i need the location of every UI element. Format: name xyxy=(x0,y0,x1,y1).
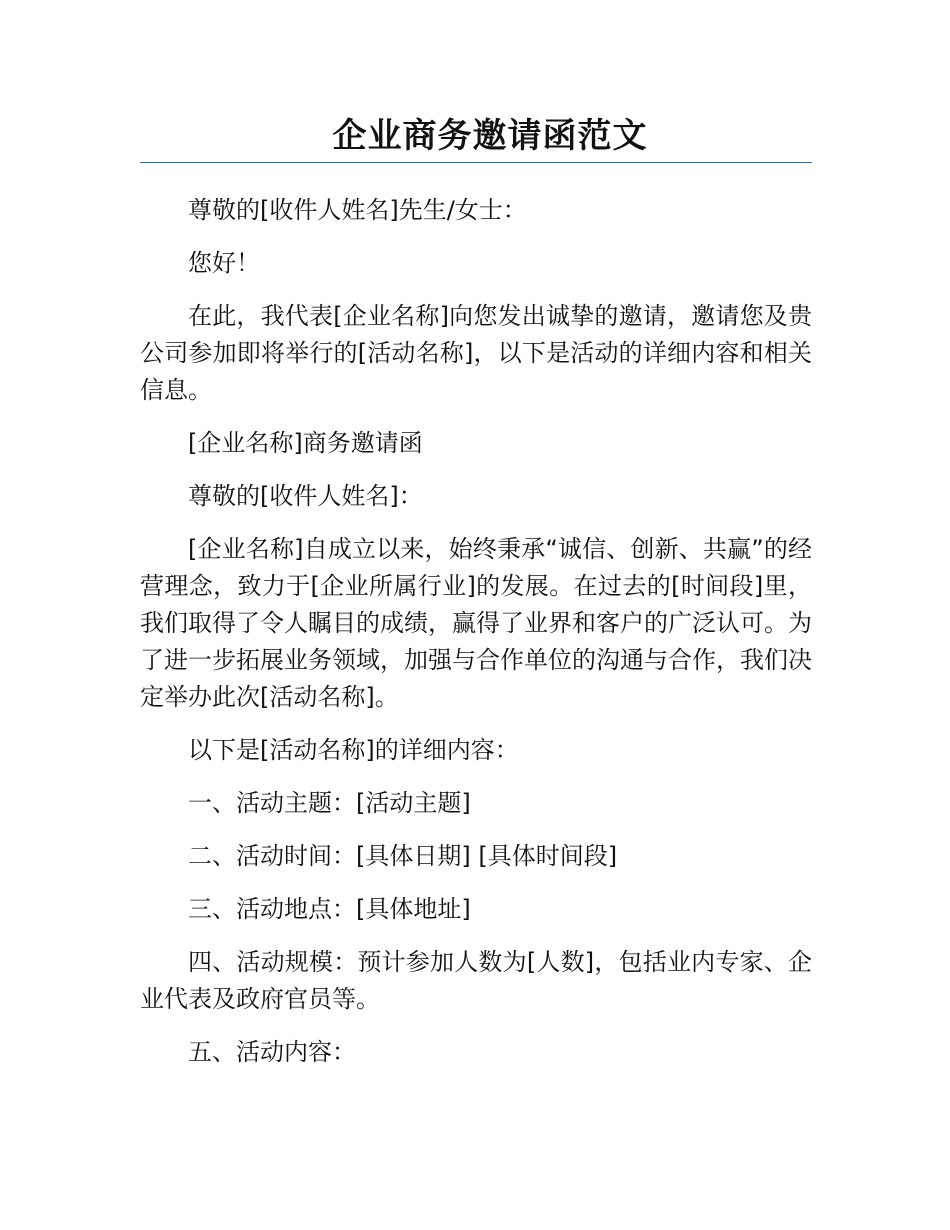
list-item-location: 三、活动地点：[具体地址] xyxy=(188,895,471,923)
document-body xyxy=(140,192,812,1071)
list-item-scale: 四、活动规模：预计参加人数为[人数]，包括业内专家、企业代表及政府官员等。 xyxy=(140,948,812,1013)
list-item-content: 五、活动内容： xyxy=(188,1038,356,1066)
letter-heading: [企业名称]商务邀请函 xyxy=(188,429,423,457)
details-intro: 以下是[活动名称]的详细内容： xyxy=(188,736,519,764)
list-item-time: 二、活动时间：[具体日期] [具体时间段] xyxy=(188,842,618,870)
document-title: 企业商务邀请函范文 xyxy=(332,116,648,156)
list-item-theme: 一、活动主题：[活动主题] xyxy=(188,789,471,817)
salutation: 尊敬的[收件人姓名]先生/女士： xyxy=(188,196,527,224)
document-page xyxy=(140,112,812,1087)
letter-salutation: 尊敬的[收件人姓名]： xyxy=(188,482,423,510)
company-paragraph: [企业名称]自成立以来，始终秉承“诚信、创新、共赢”的经营理念，致力于[企业所属行业]的发展。在过去的[时间段]里，我们取得了令人瞩目的成绩，赢得了业界和客户的广泛认可。为了进一步拓展业务领域，加强与合作单位的沟通与合作，我们决定举办此次[活动名称]。 xyxy=(140,535,812,711)
intro-paragraph: 在此，我代表[企业名称]向您发出诚挚的邀请，邀请您及贵公司参加即将举行的[活动名称]，以下是活动的详细内容和相关信息。 xyxy=(140,302,812,404)
greeting: 您好！ xyxy=(188,249,260,277)
title-underline xyxy=(140,162,812,163)
